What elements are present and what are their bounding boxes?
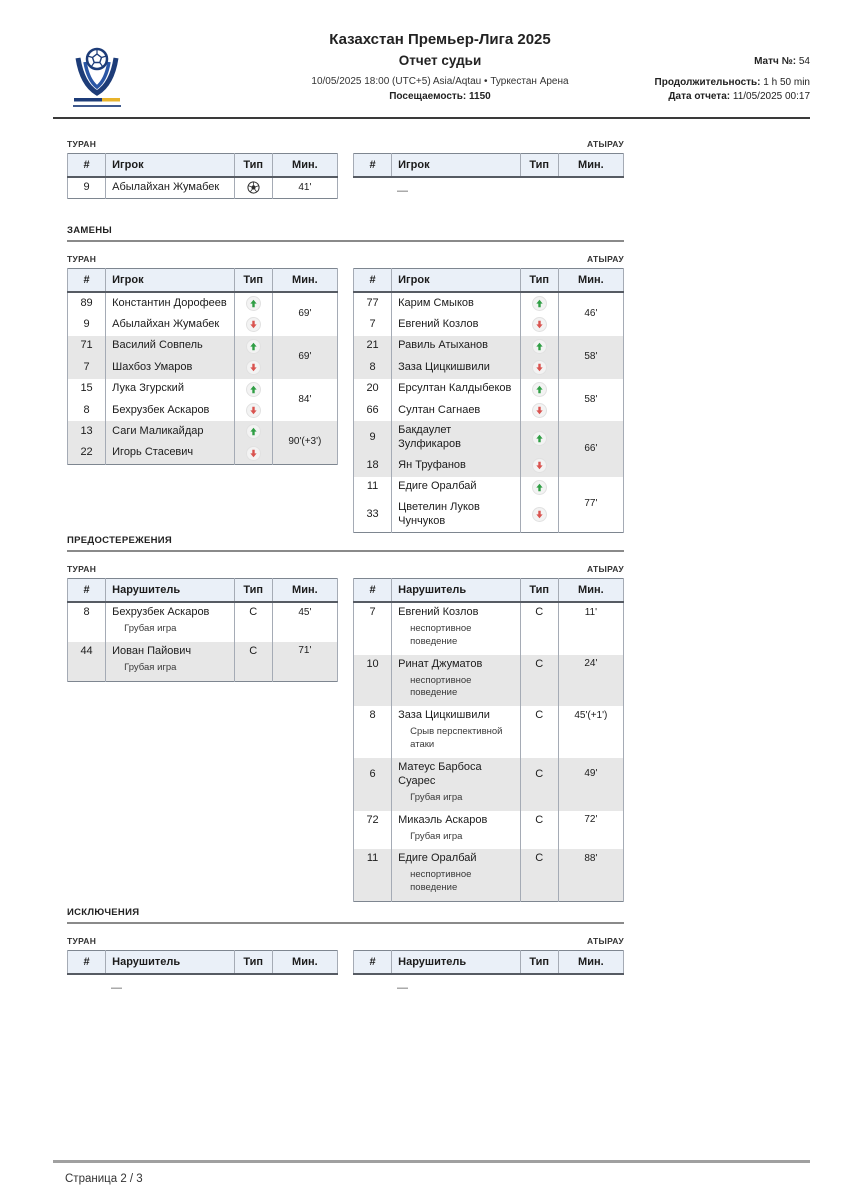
section-title-dismissals: ИСКЛЮЧЕНИЯ — [67, 907, 140, 918]
section-title-substitutions: ЗАМЕНЫ — [67, 225, 113, 236]
caution-row — [354, 602, 624, 623]
card-type: C — [520, 655, 558, 675]
sub-in-icon — [532, 339, 547, 354]
sub-in-row — [354, 477, 624, 498]
cell — [558, 831, 623, 850]
player-number: 8 — [68, 400, 106, 421]
match-datetime-venue — [240, 76, 640, 87]
header-row — [354, 269, 624, 293]
sub-out-icon — [246, 360, 261, 375]
sub-minute: 58' — [558, 336, 623, 379]
caution-minute: 71' — [272, 642, 337, 662]
column-header: # — [68, 951, 106, 975]
sub-type — [520, 421, 558, 455]
cell — [558, 675, 623, 707]
cell — [354, 831, 392, 850]
sub-in-row — [354, 379, 624, 400]
player-name: Ерсултан Калдыбеков — [392, 379, 520, 400]
column-header: Игрок — [392, 269, 520, 293]
caution-reason-row — [354, 726, 624, 758]
sub-type — [520, 498, 558, 532]
offender-name: Матеус Барбоса Суарес — [392, 758, 520, 792]
caution-minute: 72' — [558, 811, 623, 831]
team-label-home: ТУРАН — [67, 564, 97, 574]
event-minute: 41' — [272, 177, 337, 199]
card-type: C — [234, 642, 272, 662]
caution-reason: неспортивное поведение — [392, 623, 520, 655]
player-number: 71 — [68, 336, 106, 357]
sub-type — [520, 379, 558, 400]
caution-reason: Грубая игра — [106, 623, 234, 642]
match-duration: Продолжительность: 1 h 50 min — [654, 77, 810, 88]
sub-out-icon — [246, 446, 261, 461]
player-number: 9 — [68, 314, 106, 335]
column-header: Нарушитель — [106, 579, 234, 603]
player-name: Едиге Оралбай — [392, 477, 520, 498]
caution-minute: 49' — [558, 758, 623, 792]
player-name: Заза Цицкишвили — [392, 357, 520, 378]
match-number: Матч №: 54 — [754, 56, 810, 67]
substitutions-away-table — [353, 268, 624, 533]
cell — [520, 623, 558, 655]
caution-reason-row — [354, 869, 624, 901]
sub-in-icon — [246, 296, 261, 311]
column-header: Тип — [520, 951, 558, 975]
caution-row — [354, 849, 624, 869]
sub-type — [234, 421, 272, 442]
player-number: 72 — [354, 811, 392, 831]
player-number: 10 — [354, 655, 392, 675]
cell — [68, 662, 106, 681]
header-row — [354, 579, 624, 603]
caution-row — [354, 655, 624, 675]
header-row — [68, 951, 338, 975]
caution-reason-row — [68, 623, 338, 642]
player-name: Абылайхан Жумабек — [106, 314, 234, 335]
sub-type — [234, 336, 272, 357]
page-number: Страница 2 / 3 — [65, 1173, 143, 1185]
cell — [558, 869, 623, 901]
caution-reason-row — [68, 662, 338, 681]
column-header: Тип — [520, 154, 558, 178]
empty-placeholder: — — [111, 982, 122, 994]
player-name: Бакдаулет Зулфикаров — [392, 421, 520, 455]
offender-name: Заза Цицкишвили — [392, 706, 520, 726]
header-row — [354, 951, 624, 975]
column-header: Мин. — [558, 579, 623, 603]
sub-type — [520, 292, 558, 314]
caution-row — [68, 602, 338, 623]
caution-reason-row — [354, 623, 624, 655]
column-header: Нарушитель — [392, 579, 520, 603]
cell — [272, 662, 337, 681]
section-dismissals — [67, 907, 624, 994]
cell — [68, 623, 106, 642]
dismissals-home-table — [67, 950, 338, 975]
sub-out-icon — [246, 317, 261, 332]
player-number: 8 — [354, 357, 392, 378]
player-name: Саги Маликайдар — [106, 421, 234, 442]
caution-minute: 45' — [272, 602, 337, 623]
player-number: 33 — [354, 498, 392, 532]
section-cautions — [67, 535, 624, 902]
league-title: Казахстан Премьер-Лига 2025 — [329, 31, 551, 48]
player-name: Игорь Стасевич — [106, 443, 234, 465]
caution-reason: Грубая игра — [392, 831, 520, 850]
column-header: Тип — [234, 579, 272, 603]
sub-in-row — [354, 336, 624, 357]
report-date: Дата отчета: 11/05/2025 00:17 — [668, 91, 810, 102]
offender-name: Микаэль Аскаров — [392, 811, 520, 831]
player-number: 44 — [68, 642, 106, 662]
cautions-home-block — [67, 564, 338, 902]
cell — [520, 726, 558, 758]
dismissals-away-table — [353, 950, 624, 975]
caution-minute: 88' — [558, 849, 623, 869]
attendance: Посещаемость: 1150 — [389, 91, 491, 102]
offender-name: Иован Пайович — [106, 642, 234, 662]
goals-away-block — [353, 139, 624, 199]
cell — [558, 726, 623, 758]
venue: Туркестан Арена — [490, 76, 569, 87]
player-number: 18 — [354, 455, 392, 476]
player-number: 9 — [68, 177, 106, 199]
goals-home-block — [67, 139, 338, 199]
sub-out-icon — [246, 403, 261, 418]
section-goals — [67, 139, 624, 199]
column-header: # — [354, 579, 392, 603]
player-number: 11 — [354, 477, 392, 498]
caution-reason: Грубая игра — [392, 792, 520, 811]
caution-minute: 24' — [558, 655, 623, 675]
sub-type — [234, 357, 272, 378]
offender-name: Ринат Джуматов — [392, 655, 520, 675]
player-number: 15 — [68, 379, 106, 400]
player-name: Константин Дорофеев — [106, 292, 234, 314]
column-header: # — [68, 154, 106, 178]
sub-in-row — [68, 379, 338, 400]
column-header: Мин. — [558, 269, 623, 293]
column-header: # — [68, 579, 106, 603]
sub-in-icon — [532, 480, 547, 495]
offender-name: Бехрузбек Аскаров — [106, 602, 234, 623]
caution-minute: 45'(+1') — [558, 706, 623, 726]
sub-out-icon — [532, 458, 547, 473]
sub-out-icon — [532, 403, 547, 418]
column-header: Мин. — [558, 951, 623, 975]
cell — [354, 726, 392, 758]
column-header: Тип — [520, 579, 558, 603]
column-header: Мин. — [558, 154, 623, 178]
caution-reason-row — [354, 831, 624, 850]
cell — [234, 623, 272, 642]
event-type — [234, 177, 272, 199]
player-number: 6 — [354, 758, 392, 792]
subs-away-block — [353, 254, 624, 533]
sub-type — [520, 357, 558, 378]
sub-minute: 84' — [272, 379, 337, 422]
cautions-away-block — [353, 564, 624, 902]
caution-reason-row — [354, 675, 624, 707]
cell — [558, 792, 623, 811]
player-name: Бехрузбек Аскаров — [106, 400, 234, 421]
sub-in-icon — [532, 382, 547, 397]
section-rule — [67, 922, 624, 924]
sub-in-row — [354, 292, 624, 314]
caution-reason: Грубая игра — [106, 662, 234, 681]
player-number: 7 — [354, 314, 392, 335]
sub-type — [234, 292, 272, 314]
cell — [354, 675, 392, 707]
sub-out-icon — [532, 507, 547, 522]
cell — [520, 792, 558, 811]
cautions-home-table — [67, 578, 338, 682]
column-header: Игрок — [106, 154, 234, 178]
league-logo-icon — [71, 46, 123, 110]
subs-home-block — [67, 254, 338, 533]
player-number: 66 — [354, 400, 392, 421]
sub-type — [520, 477, 558, 498]
column-header: # — [354, 154, 392, 178]
card-type: C — [520, 602, 558, 623]
player-number: 20 — [354, 379, 392, 400]
match-meta — [655, 56, 810, 102]
player-name: Карим Смыков — [392, 292, 520, 314]
sub-in-row — [354, 421, 624, 455]
sub-minute: 58' — [558, 379, 623, 422]
sub-minute: 69' — [272, 292, 337, 336]
player-name: Султан Сагнаев — [392, 400, 520, 421]
sub-in-icon — [246, 424, 261, 439]
team-label-home: ТУРАН — [67, 936, 97, 946]
sub-minute: 90'(+3') — [272, 421, 337, 464]
card-type: C — [520, 849, 558, 869]
sub-type — [234, 379, 272, 400]
column-header: Мин. — [272, 579, 337, 603]
empty-placeholder: — — [397, 982, 408, 994]
sub-type — [520, 455, 558, 476]
sub-type — [520, 336, 558, 357]
substitutions-home-table — [67, 268, 338, 465]
offender-name: Евгений Козлов — [392, 602, 520, 623]
player-number: 8 — [68, 602, 106, 623]
team-label-home: ТУРАН — [67, 139, 97, 149]
sub-in-row — [68, 336, 338, 357]
sub-type — [520, 314, 558, 335]
player-name: Евгений Козлов — [392, 314, 520, 335]
cell — [520, 831, 558, 850]
footer-divider — [53, 1160, 810, 1163]
cell — [354, 869, 392, 901]
caution-reason: неспортивное поведение — [392, 869, 520, 901]
dismissals-away-block — [353, 936, 624, 994]
sub-in-icon — [246, 382, 261, 397]
player-number: 9 — [354, 421, 392, 455]
sub-in-row — [68, 421, 338, 442]
player-name: Лука Згурский — [106, 379, 234, 400]
cell — [558, 623, 623, 655]
page-header — [240, 31, 640, 102]
player-number: 8 — [354, 706, 392, 726]
team-label-away: АТЫРАУ — [586, 139, 624, 149]
column-header: Мин. — [272, 951, 337, 975]
cell — [354, 623, 392, 655]
bullet-separator: • — [484, 76, 488, 87]
goals-away-table — [353, 153, 624, 178]
offender-name: Едиге Оралбай — [392, 849, 520, 869]
header-divider — [53, 117, 810, 119]
player-number: 77 — [354, 292, 392, 314]
header-row — [68, 579, 338, 603]
caution-row — [68, 642, 338, 662]
column-header: Игрок — [392, 154, 520, 178]
player-name: Ян Труфанов — [392, 455, 520, 476]
caution-reason-row — [354, 792, 624, 811]
column-header: Нарушитель — [392, 951, 520, 975]
header-row — [354, 154, 624, 178]
caution-row — [354, 706, 624, 726]
column-header: Тип — [234, 951, 272, 975]
caution-reason: неспортивное поведение — [392, 675, 520, 707]
cell — [234, 662, 272, 681]
player-name: Василий Совпель — [106, 336, 234, 357]
cell — [354, 792, 392, 811]
section-rule — [67, 550, 624, 552]
card-type: C — [520, 811, 558, 831]
sub-in-icon — [532, 431, 547, 446]
dismissals-home-block — [67, 936, 338, 994]
player-name: Шахбоз Умаров — [106, 357, 234, 378]
player-name: Цветелин Луков Чунчуков — [392, 498, 520, 532]
column-header: Мин. — [272, 154, 337, 178]
caution-minute: 11' — [558, 602, 623, 623]
column-header: # — [354, 269, 392, 293]
column-header: Тип — [234, 154, 272, 178]
team-label-away: АТЫРАУ — [586, 254, 624, 264]
section-substitutions — [67, 225, 624, 533]
team-label-away: АТЫРАУ — [586, 936, 624, 946]
sub-minute: 46' — [558, 292, 623, 336]
cell — [520, 869, 558, 901]
column-header: Тип — [234, 269, 272, 293]
report-title: Отчет судьи — [398, 53, 482, 68]
column-header: # — [68, 269, 106, 293]
sub-in-icon — [246, 339, 261, 354]
player-number: 7 — [68, 357, 106, 378]
section-title-cautions: ПРЕДОСТЕРЕЖЕНИЯ — [67, 535, 173, 546]
column-header: Нарушитель — [106, 951, 234, 975]
match-datetime: 10/05/2025 18:00 (UTC+5) Asia/Aqtau — [311, 76, 482, 87]
column-header: Игрок — [106, 269, 234, 293]
sub-minute: 69' — [272, 336, 337, 379]
header-row — [68, 269, 338, 293]
caution-reason: Срыв перспективной атаки — [392, 726, 520, 758]
sub-type — [520, 400, 558, 421]
sub-type — [234, 443, 272, 465]
column-header: Тип — [520, 269, 558, 293]
caution-row — [354, 811, 624, 831]
card-type: C — [520, 706, 558, 726]
column-header: # — [354, 951, 392, 975]
section-rule — [67, 240, 624, 242]
column-header: Мин. — [272, 269, 337, 293]
soccer-ball-icon — [247, 181, 260, 194]
cautions-away-table — [353, 578, 624, 902]
sub-in-icon — [532, 296, 547, 311]
player-number: 11 — [354, 849, 392, 869]
sub-out-icon — [532, 360, 547, 375]
team-label-away: АТЫРАУ — [586, 564, 624, 574]
player-name: Абылайхан Жумабек — [106, 177, 234, 199]
player-number: 89 — [68, 292, 106, 314]
team-label-home: ТУРАН — [67, 254, 97, 264]
caution-row — [354, 758, 624, 792]
player-number: 22 — [68, 443, 106, 465]
sub-in-row — [68, 292, 338, 314]
player-number: 21 — [354, 336, 392, 357]
sub-minute: 77' — [558, 477, 623, 533]
table-row — [68, 177, 338, 199]
empty-placeholder: — — [397, 185, 408, 197]
sub-type — [234, 314, 272, 335]
player-number: 13 — [68, 421, 106, 442]
player-number: 7 — [354, 602, 392, 623]
card-type: C — [234, 602, 272, 623]
cell — [272, 623, 337, 642]
sub-out-icon — [532, 317, 547, 332]
header-row — [68, 154, 338, 178]
cell — [520, 675, 558, 707]
sub-type — [234, 400, 272, 421]
player-name: Равиль Атыханов — [392, 336, 520, 357]
sub-minute: 66' — [558, 421, 623, 476]
goals-home-table — [67, 153, 338, 199]
card-type: C — [520, 758, 558, 792]
